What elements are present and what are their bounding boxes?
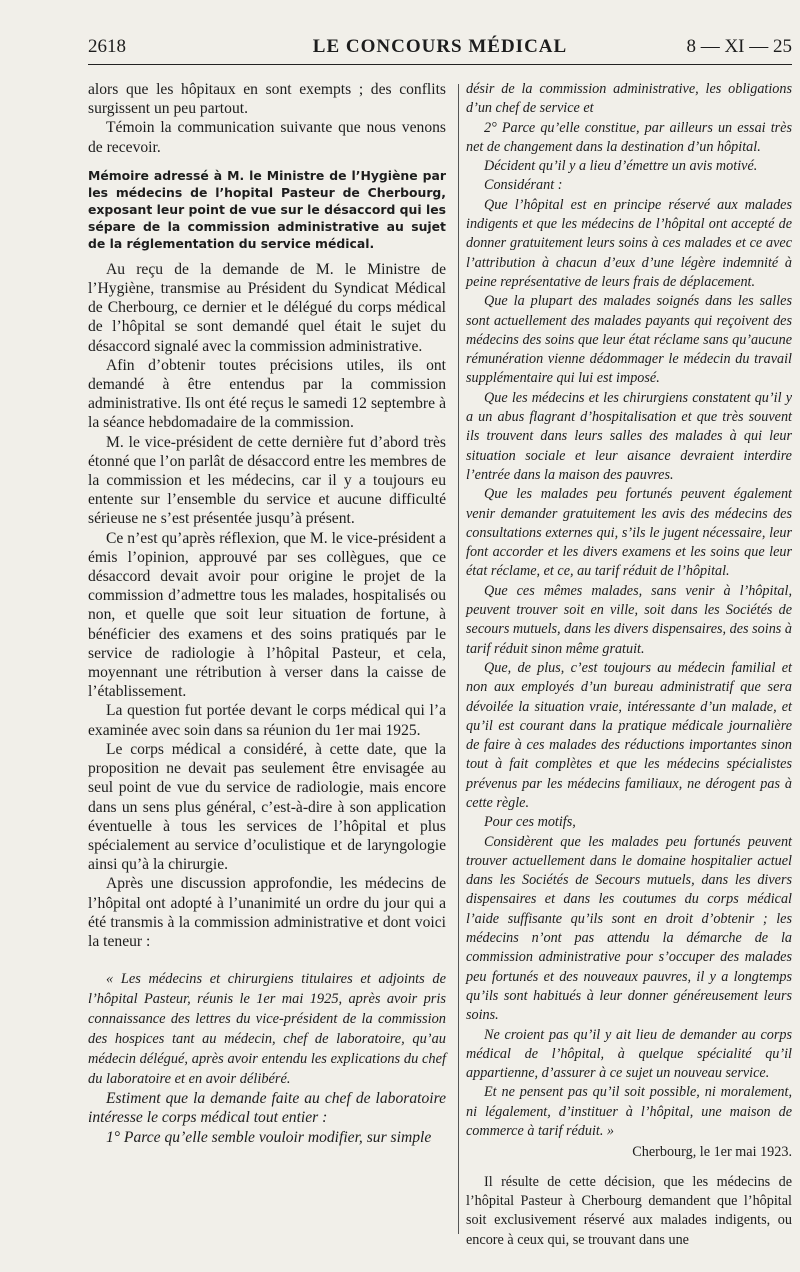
paragraph: Considérant : — [484, 177, 563, 194]
paragraph: Après une discussion approfondie, les médecins de l’hôpital ont adopté à l’unanimité un ordre du jour qui a été transmis à la commission administrative et dont voici la teneur : — [88, 875, 446, 950]
signature-line: Cherbourg, le 1er mai 1923. — [632, 1144, 792, 1161]
paragraph: Le corps médical a considéré, à cette date, que la proposition ne devait pas seulement être envisagée au seul point de vue du service de radiologie, mais encore dans un sens plus général, c’est-à-dire à son application éventuelle à tous les services de l’hôpital et plus spécialement au service d’oculistique et de laryngologie ainsi qu’à la chirurgie. — [88, 740, 446, 874]
journal-title: LE CONCOURS MÉDICAL — [312, 36, 568, 57]
paragraph: Ne croient pas qu’il y ait lieu de demander au corps médical de l’hôpital, à quelque spécialité qu’il appartienne, d’assurer à ce sujet un nouveau service. — [466, 1026, 792, 1082]
paragraph: Que les médecins et les chirurgiens constatent qu’il y a un abus flagrant d’hospitalisation et que très souvent ils trouvent dans leurs salles des malades à qui leur situation sociale et leur aisance devraient interdire l’entrée dans la maison des pauvres. — [466, 389, 792, 483]
paragraph: alors que les hôpitaux en sont exempts ; des conflits surgissent un peu partout. — [88, 81, 446, 118]
column-divider — [458, 84, 459, 1234]
paragraph: Décident qu’il y a lieu d’émettre un avis motivé. — [484, 158, 758, 175]
memoir-title: Mémoire adressé à M. le Ministre de l’Hygiène par les médecins de l’hopital Pasteur de Cherbourg, exposant leur point de vue sur le désaccord qui les sépare de la commission administrative au sujet de la réglementation du service médical. — [88, 167, 446, 251]
paragraph: désir de la commission administrative, les obligations d’un chef de service et — [466, 81, 792, 117]
paragraph: Ce n’est qu’après réflexion, que M. le vice-président a émis l’opinion, approuvé par ses collègues, que ce désaccord devait avoir pour origine le projet de la commission d’admettre tous les malades, hospitalisés ou non, et quelle que soit leur situation de fortune, à bénéficier des examens et des soins pratiqués par le service de radiologie à l’hôpital Pasteur, et cela, moyennant une rétribution à verser dans la caisse de l’établissement. — [88, 529, 446, 701]
paragraph: Pour ces motifs, — [484, 814, 576, 831]
issue-date: 8 — XI — 25 — [686, 36, 792, 57]
paragraph: Il résulte de cette décision, que les médecins de l’hôpital Pasteur à Cherbourg demandent que l’hôpital soit exclusivement réservé aux malades indigents, ou encore à ceux qui, se trouvant dans une — [466, 1173, 792, 1248]
paragraph: Afin d’obtenir toutes précisions utiles, ils ont demandé à être entendus par la commission administrative. Ils ont été reçus le samedi 12 septembre à la séance hebdomadaire de la commission. — [88, 356, 446, 432]
paragraph: Au reçu de la demande de M. le Ministre de l’Hygiène, transmise au Président du Syndicat Médical de Cherbourg, ce dernier et le délégué du corps médical de l’hôpital se sont demandé quel était le sujet du désaccord signalé avec la commission administrative. — [88, 260, 446, 355]
paragraph: Considèrent que les malades peu fortunés peuvent trouver actuellement dans le domaine hospitalier actuel dans les Sociétés de Secours mutuels, dans les divers dispensaires et dans les coutumes du corps médical l’aide suffisante qu’ils sont en droit d’obtenir ; les médecins n’ont pas attendu la démarche de la commission administrative pour s’occuper des malades peu fortunés et des nouveaux pauvres, il y a longtemps qu’ils sont habitués à leur donner généreusement leurs soins. — [466, 833, 792, 1024]
paragraph: Que ces mêmes malades, sans venir à l’hôpital, peuvent trouver soit en ville, soit dans les Sociétés de secours mutuels, dans les divers dispensaires, des soins à tarif réduit sinon même gratuit. — [466, 582, 792, 657]
paragraph: Estiment que la demande faite au chef de laboratoire intéresse le corps médical tout entier : — [88, 1090, 446, 1127]
paragraph: Témoin la communication suivante que nous venons de recevoir. — [88, 119, 446, 156]
page-header — [88, 36, 792, 62]
paragraph: Et ne pensent pas qu’il soit possible, ni moralement, ni légalement, d’instituer à l’hôpital, une maison de commerce à tarif réduit. » — [466, 1084, 792, 1140]
page-number: 2618 — [88, 36, 126, 57]
paragraph: Que l’hôpital est en principe réservé aux malades indigents et que les médecins de l’hôpital ont accepté de donner gratuitement leurs soins à ces malades et ce avec l’attribution à chacun d’eux d’une légère indemnité à peine représentative de leurs frais de déplacement. — [466, 196, 792, 290]
paragraph: Que les malades peu fortunés peuvent également venir demander gratuitement les avis des médecins des consultations externes qui, s’ils le jugent nécessaire, leur font accorder et les divers examens et les soins que leur état réclame, et ce, au tarif réduit de l’hôpital. — [466, 486, 792, 580]
paragraph: Que la plupart des malades soignés dans les salles sont actuellement des malades payants qui reçoivent des médecins des soins que leur état réclame sans qu’aucune rémunération vienne dédommager le médecin du travail supplémentaire qui lui est imposé. — [466, 293, 792, 387]
paragraph: 2° Parce qu’elle constitue, par ailleurs un essai très net de changement dans la destination d’un hôpital. — [466, 119, 792, 155]
paragraph: 1° Parce qu’elle semble vouloir modifier, sur simple — [106, 1128, 432, 1146]
header-rule — [88, 64, 792, 65]
right-column — [466, 80, 792, 1250]
paragraph: M. le vice-président de cette dernière fut d’abord très étonné que l’on parlât de désaccord entre les membres de la commission et les médecins, car il y a toujours eu entente sur l’ensemble du service et aucune difficulté sérieuse ne s’est présentée jusqu’à présent. — [88, 433, 446, 528]
paragraph: Que, de plus, c’est toujours au médecin familial et non aux employés d’un bureau administratif que sera dévoilée la situation vraie, intéressante d’un malade, et qu’il est courant dans la pratique médicale journalière de faire à ces malades des réductions importantes sinon tout à fait complètes et que les médecins spécialistes prévenus par les médecins familiaux, ne dérogent pas à cette règle. — [466, 659, 792, 811]
left-column — [88, 80, 446, 1147]
paragraph: La question fut portée devant le corps médical qui l’a examinée avec soin dans sa réunion du 1er mai 1925. — [88, 702, 446, 739]
paragraph: « Les médecins et chirurgiens titulaires et adjoints de l’hôpital Pasteur, réunis le 1er mai 1925, après avoir pris connaissance des lettres du vice-président de la commission des hospices tant au médecin, chef de laboratoire, qu’au médecin délégué, après avoir entendu les explications du chef du laboratoire et en avoir délibéré. — [88, 971, 446, 1088]
